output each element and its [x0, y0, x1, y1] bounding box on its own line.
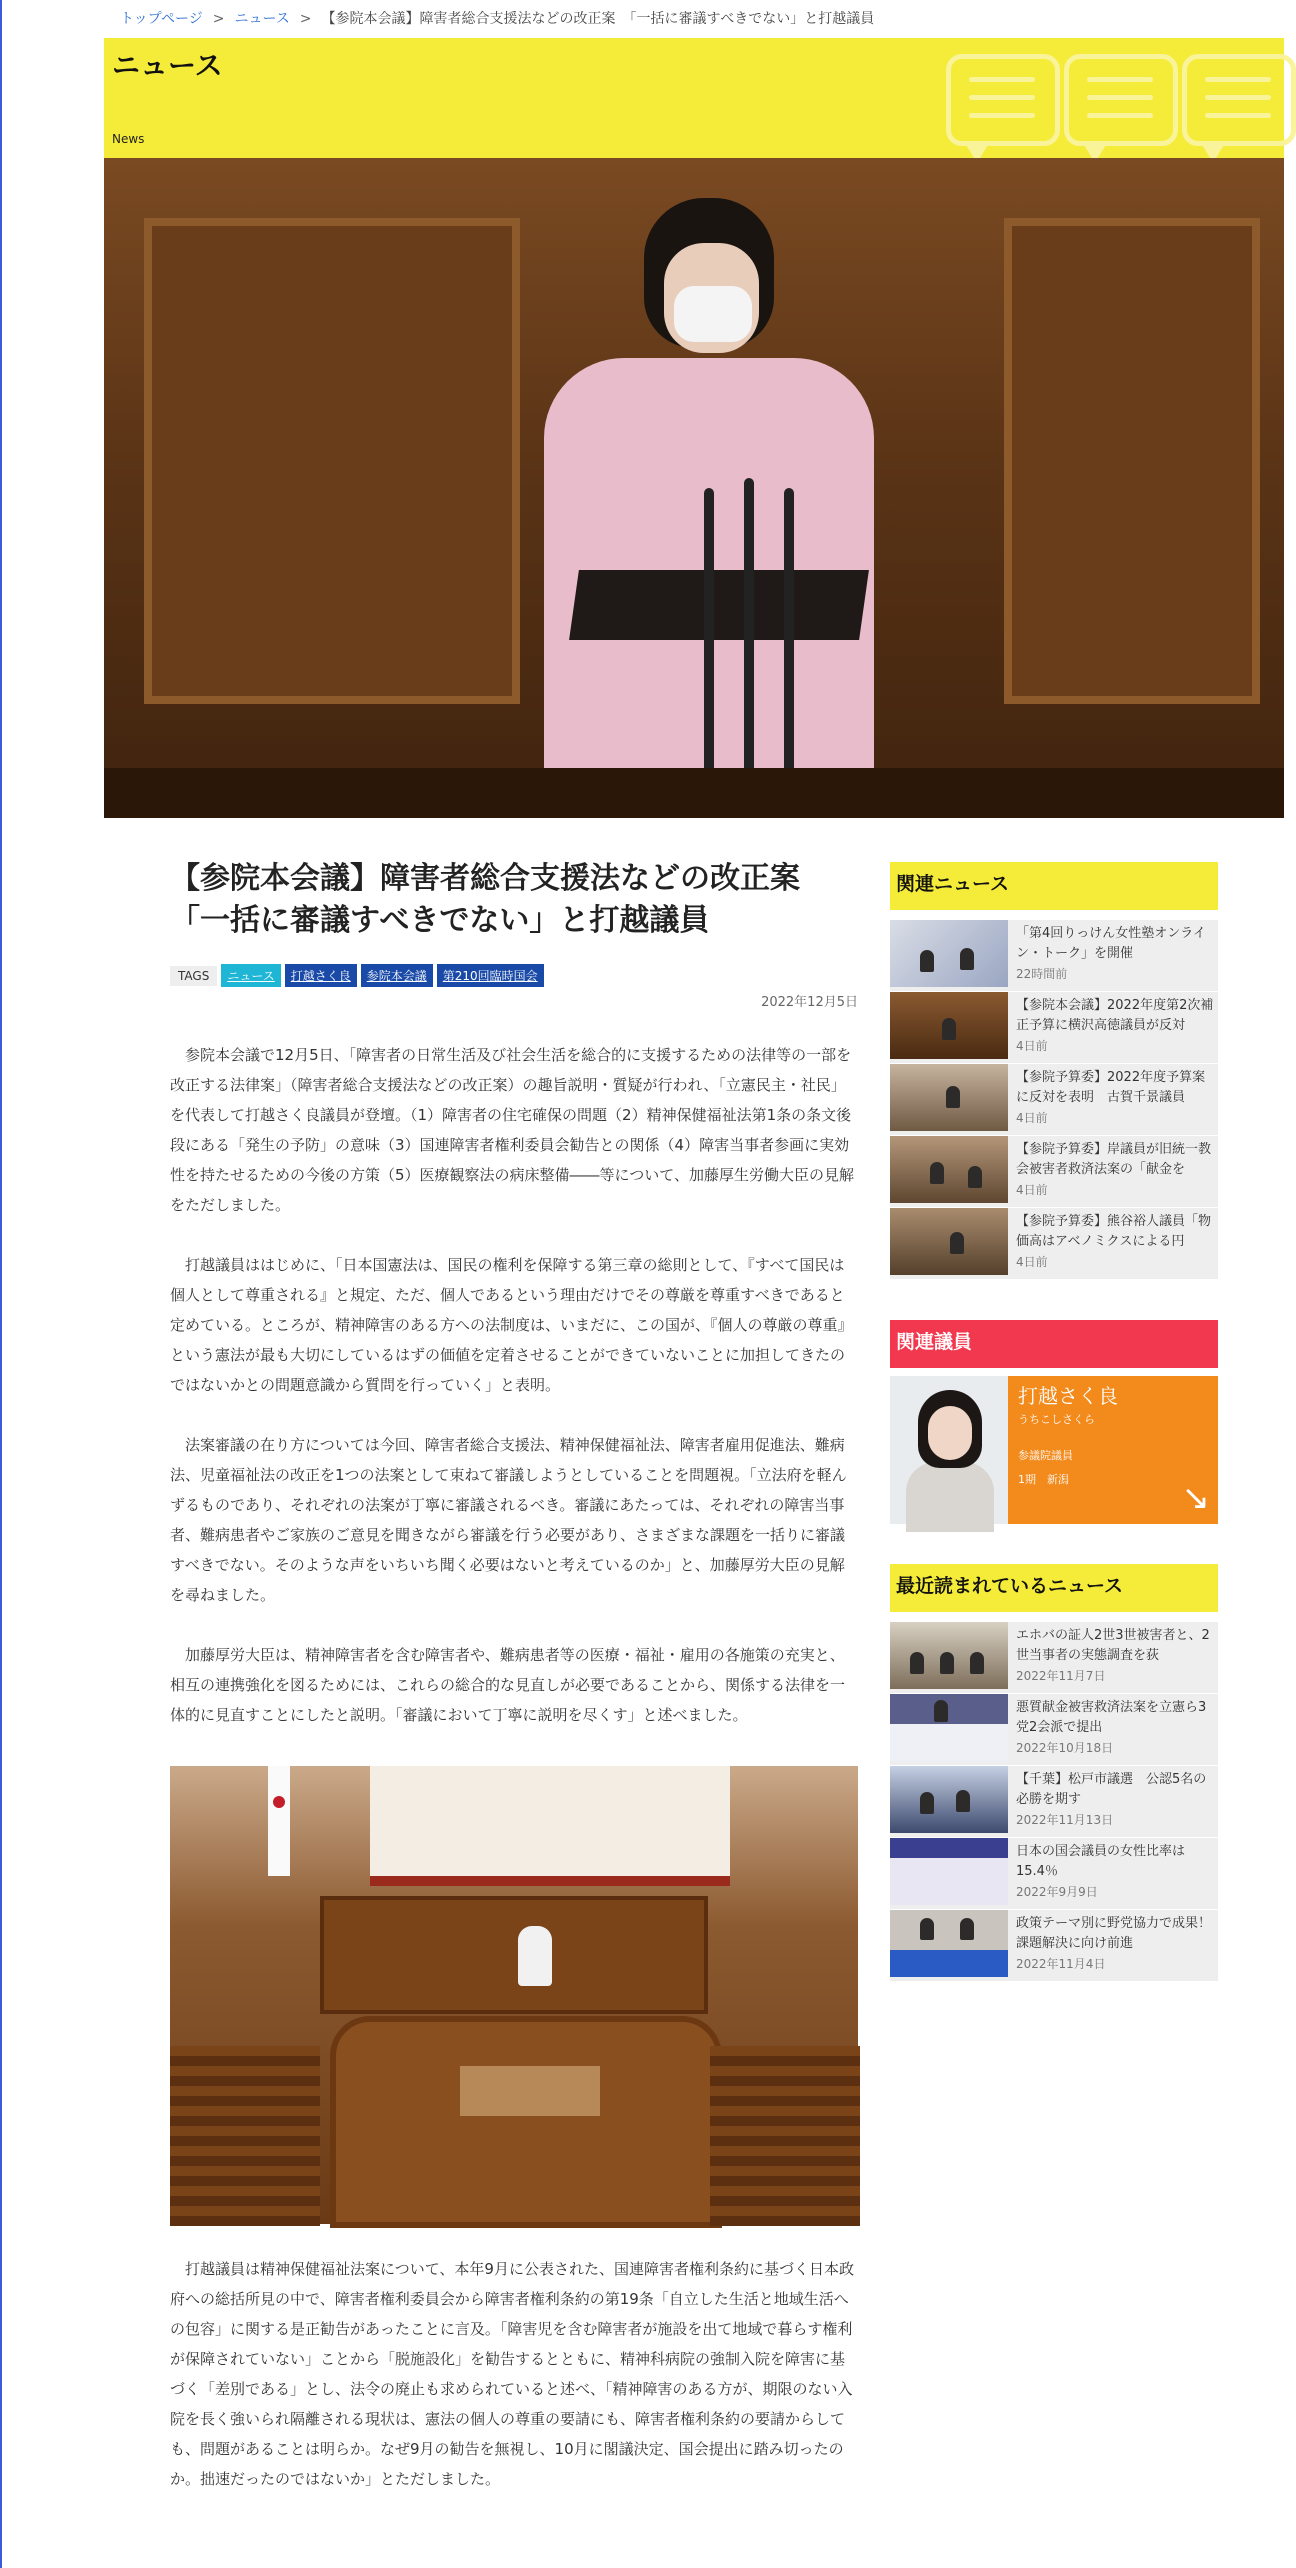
tags-label: TAGS — [170, 966, 217, 986]
news-thumbnail — [890, 992, 1008, 1059]
arrow-down-right-icon: ↘ — [1181, 1478, 1210, 1518]
popular-news-item[interactable] — [890, 1694, 1218, 1765]
news-date: 4日前 — [1016, 1255, 1048, 1269]
breadcrumb-home-link[interactable]: トップページ — [120, 11, 203, 27]
related-news-list — [890, 920, 1218, 1279]
article-paragraph: 参院本会議で12月5日、「障害者の日常生活及び社会生活を総合的に支援するための法律等の一部を改正する法律案」（障害者総合支援法などの改正案）の趣旨説明・質疑が行われ、「立憲民主・社民」を代表して打越さく良議員が登壇。（1）障害者の住宅確保の問題（2）精神保健福祉法第1条の条文後段にある「発生の予防」の意味（3）国連障害者権利委員会勧告との関係（4）障害当事者参画に実効性を持たせるための今後の方策（5）医療観察法の病床整備――等について、加藤厚生労働大臣の見解をただしました。 — [170, 1046, 854, 1214]
article-paragraph: 打越議員は精神保健福祉法案について、本年9月に公表された、国連障害者権利条約に基づく日本政府への総括所見の中で、障害者権利委員会から障害者権利条約の第19条「自立した生活と地域生活への包容」に関する是正勧告があったことに言及。「障害児を含む障害者が施設を出て地域で暮らす権利が保障されていない」ことから「脱施設化」を勧告するとともに、精神科病院の強制入院を障害に基づく「差別である」とし、法令の廃止も求められていると述べ、「精神障害のある方が、期限のない入院を長く強いられ隔離される現状は、憲法の個人の尊重の要請にも、障害者権利条約の要請からしても、問題があることは明らか。なぜ9月の勧告を無視し、10月に閣議決定、国会提出に踏み切ったのか。拙速だったのではないか」とただしました。 — [170, 2260, 854, 2488]
popular-news-list — [890, 1622, 1225, 1981]
tag-uchikoshi[interactable]: 打越さく良 — [285, 964, 357, 987]
news-date: 4日前 — [1016, 1039, 1048, 1053]
member-name: 打越さく良 — [1018, 1384, 1118, 1408]
plenary-chamber-photo — [170, 1766, 858, 2224]
member-info — [1008, 1376, 1218, 1524]
related-news-item[interactable] — [890, 992, 1218, 1063]
page-left-border — [0, 0, 2, 2568]
news-thumbnail — [890, 1064, 1008, 1131]
news-title: 【参院予算委】熊谷裕人議員「物価高はアベノミクスによる円 — [1016, 1214, 1212, 1249]
member-name-kana: うちこしさくら — [1018, 1413, 1095, 1426]
news-thumbnail — [890, 1910, 1008, 1977]
related-news-item[interactable] — [890, 1064, 1218, 1135]
breadcrumb: トップページ > ニュース > 【参院本会議】障害者総合支援法などの改正案 「一括に審議すべきでない」と打越議員 — [120, 11, 875, 27]
speech-bubble-icon — [1064, 54, 1178, 146]
news-date: 2022年11月4日 — [1016, 1957, 1106, 1971]
news-date: 2022年9月9日 — [1016, 1885, 1098, 1899]
banner-subtitle: News — [112, 132, 145, 146]
related-member-heading: 関連議員 — [890, 1320, 1218, 1368]
news-title: 【参院予算委】2022年度予算案に反対を表明 古賀千景議員 — [1016, 1070, 1206, 1105]
news-title: 【参院予算委】岸議員が旧統一教会被害者救済法案の「献金を — [1016, 1142, 1212, 1177]
article-paragraph: 加藤厚労大臣は、精神障害者を含む障害者や、難病患者等の医療・福祉・雇用の各施策の充実と、相互の連携強化を図るためには、これらの総合的な見直しが必要であることから、関係する法律を一体的に見直すことにしたと説明。「審議において丁寧に説明を尽くす」と述べました。 — [170, 1646, 846, 1724]
news-thumbnail — [890, 920, 1008, 987]
news-title: 悪質献金被害救済法案を立憲ら3党2会派で提出 — [1016, 1700, 1207, 1735]
news-title: 【参院本会議】2022年度第2次補正予算に横沢高徳議員が反対 — [1016, 998, 1214, 1033]
breadcrumb-current: 【参院本会議】障害者総合支援法などの改正案 「一括に審議すべきでない」と打越議員 — [321, 11, 875, 27]
related-news-item[interactable] — [890, 1136, 1218, 1207]
news-title: エホバの証人2世3世被害者と、2世当事者の実態調査を荻 — [1016, 1628, 1210, 1663]
news-title: 政策テーマ別に野党協力で成果！ 課題解決に向け前進 — [1016, 1916, 1225, 1951]
news-date: 2022年11月13日 — [1016, 1813, 1114, 1827]
news-title: 「第4回りっけん女性塾オンライン・トーク」を開催 — [1016, 926, 1206, 961]
sidebar — [890, 862, 1225, 1982]
article-paragraph: 法案審議の在り方については今回、障害者総合支援法、精神保健福祉法、障害者雇用促進法、難病法、児童福祉法の改正を1つの法案として束ねて審議しようとしていることを問題視。「立法府を軽んずるものであり、それぞれの法案が丁寧に審議されるべき。審議にあたっては、それぞれの障害当事者、難病患者やご家族のご意見を聞きながら審議を行う必要があり、さまざまな課題を一括りに審議すべきでない。そのような声をいちいち聞く必要はないと考えているのか」と、加藤厚労大臣の見解を尋ねました。 — [170, 1436, 847, 1604]
breadcrumb-news-link[interactable]: ニュース — [234, 11, 290, 27]
speech-bubble-icon — [946, 54, 1060, 146]
news-thumbnail — [890, 1694, 1008, 1761]
news-date: 22時間前 — [1016, 967, 1068, 981]
tag-plenary[interactable]: 参院本会議 — [361, 964, 433, 987]
member-term: 1期 新潟 — [1018, 1473, 1069, 1486]
related-news-item[interactable] — [890, 1208, 1218, 1279]
news-date: 2022年10月18日 — [1016, 1741, 1114, 1755]
related-news-heading: 関連ニュース — [890, 862, 1218, 910]
popular-news-item[interactable] — [890, 1766, 1218, 1837]
article-headline — [170, 858, 858, 942]
popular-news-item[interactable] — [890, 1910, 1225, 1981]
popular-news-heading: 最近読まれているニュース — [890, 1564, 1218, 1612]
news-thumbnail — [890, 1838, 1008, 1905]
speech-bubble-icon — [1182, 54, 1296, 146]
tag-diet-session[interactable]: 第210回臨時国会 — [437, 964, 544, 987]
member-card[interactable] — [890, 1376, 1218, 1524]
popular-news-item[interactable] — [890, 1622, 1218, 1693]
headline-line-1: 【参院本会議】障害者総合支援法などの改正案 — [170, 861, 800, 896]
news-date: 2022年11月7日 — [1016, 1669, 1106, 1683]
news-date: 4日前 — [1016, 1111, 1048, 1125]
news-thumbnail — [890, 1622, 1008, 1689]
tag-list — [170, 964, 858, 987]
hero-image — [104, 158, 1284, 818]
article-date: 2022年12月5日 — [761, 995, 858, 1010]
banner-title: ニュース — [112, 49, 223, 82]
news-title: 日本の国会議員の女性比率は15.4％ — [1016, 1844, 1186, 1879]
section-banner — [104, 38, 1284, 158]
news-thumbnail — [890, 1766, 1008, 1833]
news-title: 【千葉】松戸市議選 公認5名の必勝を期す — [1016, 1772, 1207, 1807]
news-date: 4日前 — [1016, 1183, 1048, 1197]
headline-line-2: 「一括に審議すべきでない」と打越議員 — [170, 903, 710, 938]
member-avatar — [890, 1376, 1008, 1524]
article-paragraph: 打越議員ははじめに、「日本国憲法は、国民の権利を保障する第三章の総則として、『すべて国民は個人として尊重される』と規定、ただ、個人であるという理由だけでその尊厳を尊重すべきであると定めている。ところが、精神障害のある方への法制度は、いまだに、この国が、『個人の尊厳の尊重』という憲法が最も大切にしているはずの価値を定着させることができていないことに加担してきたのではないかとの問題意識から質問を行っていく」と表明。 — [170, 1256, 853, 1394]
popular-news-item[interactable] — [890, 1838, 1218, 1909]
news-thumbnail — [890, 1208, 1008, 1275]
news-thumbnail — [890, 1136, 1008, 1203]
member-role: 参議院議員 — [1018, 1449, 1073, 1462]
related-news-item[interactable] — [890, 920, 1218, 991]
tag-news[interactable]: ニュース — [221, 964, 280, 987]
article — [170, 858, 858, 2494]
